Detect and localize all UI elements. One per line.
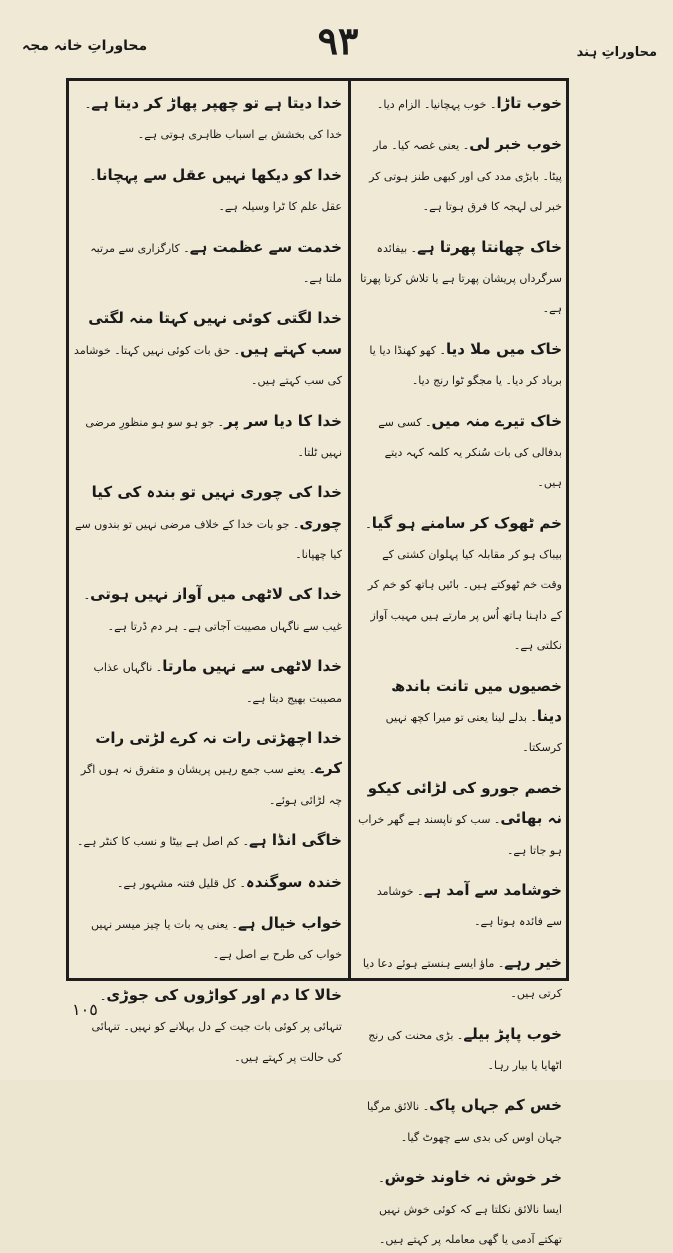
right-column [358, 88, 562, 1246]
idiom-definition: ۔ بیفائدہ سرگرداں پریشان پھرتا ہے یا تلاش کرتا پھرتا ہے۔ [360, 241, 562, 316]
idiom-definition: ۔ یعنی غصہ کیا۔ مار پیٹا۔ بابڑی مدد کی اور کبھی طنز ہوتی کر خبر لی لہجہ کا فرق ہوتا ہے۔ [369, 139, 562, 214]
idiom-entry [74, 579, 342, 640]
idiom-definition: ۔ جو بات خدا کے خلاف مرضی نہیں تو بندوں سے کیا چھپانا۔ [75, 517, 342, 562]
idiom-heading: خیر رہے [504, 952, 562, 971]
idiom-definition: ۔ سب کو ناپسند ہے گھر خراب ہو جاتا ہے۔ [358, 813, 562, 857]
running-title-right: محاوراتِ ہند [576, 45, 657, 60]
footer-page-label: ١٠٥ [72, 1000, 98, 1019]
idiom-heading: خصیوں میں تانت باندھ دینا [391, 676, 562, 726]
idiom-heading: خس کم جہاں پاک [429, 1096, 562, 1115]
idiom-definition: ۔ کسی سے بدفالی کی بات سُنکر یہ کلمہ کہہ دیتے ہیں۔ [378, 415, 562, 490]
idiom-entry [358, 334, 562, 395]
idiom-entry [74, 160, 342, 221]
idiom-heading: خندہ سوگندہ [245, 872, 342, 891]
idiom-heading: خوشامد سے آمد ہے [423, 880, 562, 899]
idiom-entry [74, 232, 342, 293]
idiom-entry [358, 773, 562, 864]
idiom-entry [74, 825, 342, 855]
idiom-heading: خاک تیرے منہ میں [431, 411, 562, 430]
idiom-definition: ۔ کم اصل ہے بیٹا و نسب کا کنٹر ہے۔ [77, 835, 250, 849]
idiom-heading: خدا کی لاٹھی میں آواز نہیں ہوتی [90, 585, 342, 604]
idiom-entry [74, 88, 342, 149]
idiom-definition: ۔ تنہائی پر کوئی بات جیت کے دل بہلانے کو نہیں۔ تنہائی کی حالت پر کہتے ہیں۔ [91, 989, 342, 1064]
idiom-entry [74, 723, 342, 814]
idiom-heading: خصم جورو کی لڑائی کیکو نہ بھائی [367, 778, 562, 828]
idiom-heading: خدا دیتا ہے تو چھپر پھاڑ کر دیتا ہے [91, 94, 342, 112]
idiom-entry [358, 406, 562, 497]
idiom-heading: خاک چھانتا پھرتا ہے [417, 237, 562, 256]
idiom-definition: ۔ کل قلیل فتنہ مشہور ہے۔ [117, 876, 246, 890]
idiom-entry [358, 671, 562, 762]
idiom-heading: خدا لگتی کوئی نہیں کہتا منہ لگتی سب کہتے ہیں [88, 309, 342, 358]
idiom-definition: ۔ بیباک ہو کر مقابلہ کیا پہلوان کشتی کے وقت خم ٹھوکتے ہیں۔ بائیں ہاتھ کو خم کر کے داہنا ہاتھ اُس پر مارتے ہیں مہیب آواز نکلتی ہے۔ [365, 517, 562, 653]
idiom-entry [358, 1162, 562, 1253]
idiom-heading: خدا کا دیا سر پر [224, 411, 342, 430]
idiom-entry [358, 1090, 562, 1151]
idiom-entry [74, 477, 342, 568]
idiom-heading: خوب خبر لی [469, 135, 562, 154]
idiom-heading: خدا کی چوری نہیں تو بندہ کی کیا چوری [91, 483, 342, 532]
idiom-entry [358, 1019, 562, 1080]
idiom-entry [358, 232, 562, 323]
idiom-heading: خدمت سے عظمت ہے [189, 237, 342, 256]
idiom-definition: ۔ غیب سے ناگہاں مصیبت آجاتی ہے۔ ہر دم ڈرتا ہے۔ [83, 589, 342, 633]
idiom-definition: ۔ یعنے سب جمع رہیں پریشان و متفرق نہ ہوں اگر چہ لڑائی ہوئے۔ [80, 763, 342, 807]
idiom-entry [358, 508, 562, 660]
idiom-entry [358, 875, 562, 936]
idiom-entry [358, 947, 562, 1008]
idiom-entry [74, 651, 342, 712]
idiom-heading: خدا اچھڑتی رات نہ کرے لڑتی رات کرے [95, 729, 342, 778]
idiom-entry [74, 980, 342, 1071]
column-divider [348, 78, 351, 981]
idiom-definition: ۔ ایسا نالائق نکلتا ہے کہ کوئی خوش نہیں تھکتے آدمی یا گھی معاملہ پر کہتے ہیں۔ [378, 1172, 562, 1246]
idiom-heading: خاگی انڈا ہے [249, 831, 342, 850]
idiom-definition: ۔ یعنی یہ بات یا چیز میسر نہیں خواب کی طرح بے اصل ہے۔ [91, 917, 342, 962]
page-header [0, 0, 673, 72]
page-number: ۹۳ [317, 18, 359, 63]
idiom-heading: خم ٹھوک کر سامنے ہو گیا [371, 513, 562, 532]
idiom-definition: ۔ حق بات کوئی نہیں کہتا۔ خوشامد کی سب کہتے ہیں۔ [74, 343, 342, 388]
idiom-entry [358, 129, 562, 220]
idiom-definition: ۔ ناگہاں عذاب مصیبت بھیج دیتا ہے۔ [93, 661, 342, 705]
idiom-heading: خواب خیال ہے [237, 913, 342, 932]
running-title-left: محاوراتِ خانہ مجہ [22, 38, 148, 54]
idiom-heading: خر خوش نہ خاوند خوش [384, 1168, 562, 1187]
idiom-definition: ۔ خدا کی بخشش بے اسباب ظاہری ہوتی ہے۔ [84, 98, 342, 142]
idiom-heading: خوب پاپڑ بیلے [463, 1024, 562, 1043]
idiom-definition: ۔ بڑی محنت کی رنج اٹھایا یا بیار رہا۔ [368, 1028, 562, 1072]
idiom-definition: ۔ بدلے لینا یعنی تو میرا کچھ نہیں کرسکتا۔ [385, 711, 562, 755]
idiom-definition: ۔ عقل علم کا ٹرا وسیلہ ہے۔ [89, 169, 342, 214]
idiom-entry [74, 406, 342, 467]
idiom-entry [74, 908, 342, 969]
idiom-heading: خوب تاڑا [496, 94, 562, 112]
idiom-entry [74, 867, 342, 897]
idiom-definition: ۔ خوشامد سے فائدہ ہوتا ہے۔ [376, 884, 562, 929]
idiom-entry [358, 88, 562, 118]
idiom-heading: خدا کو دیکھا نہیں عقل سے پہچانا [96, 165, 342, 184]
idiom-heading: خاک میں ملا دیا [445, 339, 562, 358]
idiom-definition: ۔ ماؤ ایسے ہنستے ہوئے دعا دیا کرتی ہیں۔ [362, 956, 562, 1001]
idiom-heading: خدا لاٹھی سے نہیں مارتا [162, 657, 342, 676]
idiom-definition: ۔ کھو کھنڈا دیا یا برباد کر دیا۔ یا مجگو ٹوا رنج دیا۔ [369, 343, 562, 388]
idiom-definition: ۔ جو ہو سو ہو منظورِ مرضی نہیں ٹلتا۔ [85, 415, 342, 459]
idiom-definition: ۔ کارگزاری سے مرتبہ ملتا ہے۔ [90, 241, 342, 285]
idiom-definition: ۔ خوب پہچانیا۔ الزام دیا۔ [376, 98, 497, 111]
idiom-heading: خالا کا دم اور کواڑوں کی جوڑی [106, 985, 342, 1004]
idiom-entry [74, 303, 342, 394]
idiom-definition: ۔ نالائق مرگیا جہان اوس کی بدی سے چھوٹ گیا۔ [366, 1100, 562, 1144]
